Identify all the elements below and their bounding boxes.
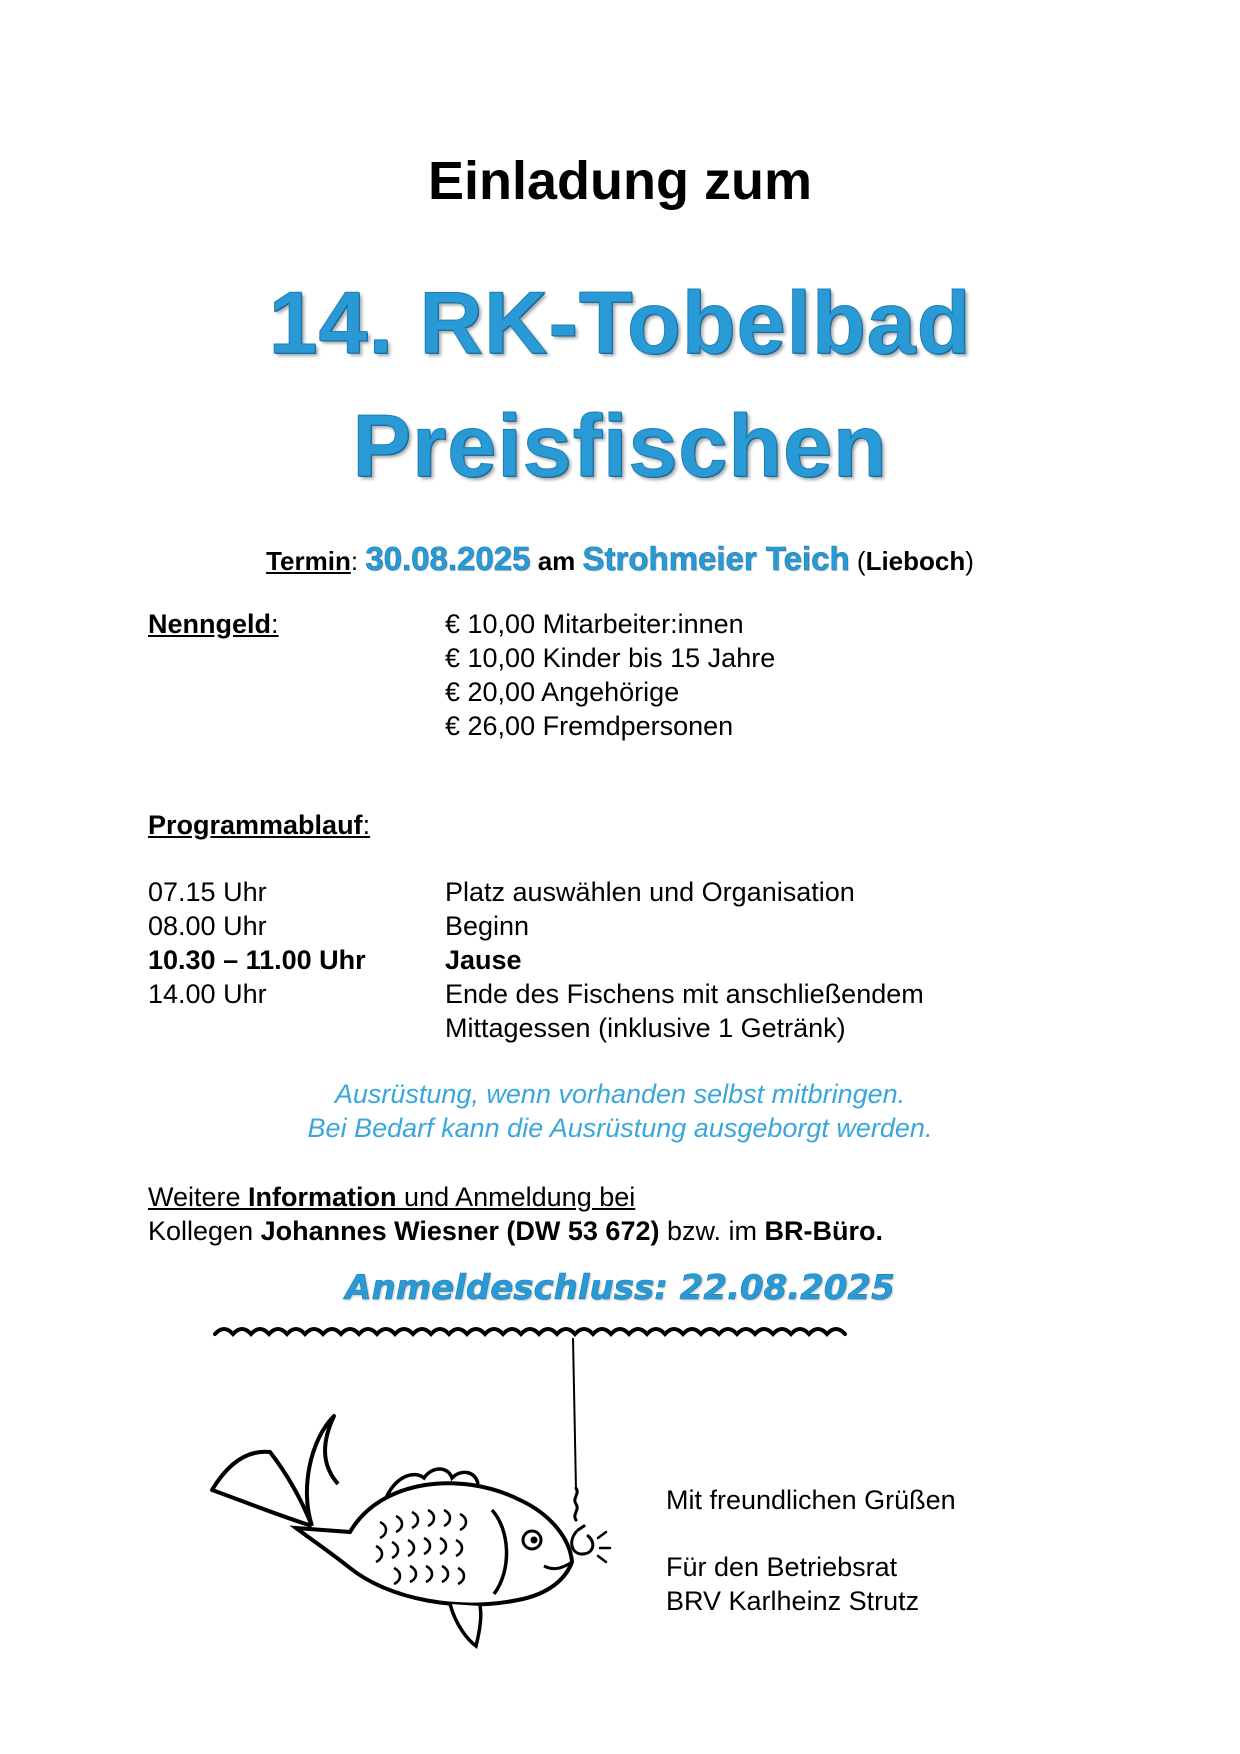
- hook: [572, 1488, 593, 1554]
- intro-heading: Einladung zum: [428, 151, 812, 211]
- termin-place-close: ): [965, 546, 974, 576]
- termin-label: Termin: [266, 546, 351, 576]
- termin-place: Lieboch: [865, 546, 966, 576]
- water-wave: [215, 1329, 845, 1334]
- schedule-desc: Beginn: [445, 911, 530, 941]
- equipment-note-line2: Bei Bedarf kann die Ausrüstung ausgeborgt werden.: [307, 1113, 933, 1143]
- fish-tail: [212, 1416, 338, 1526]
- fee-item: € 20,00 Angehörige: [445, 677, 680, 707]
- schedule-desc: Ende des Fischens mit anschließendem: [445, 979, 924, 1009]
- info-block: [148, 1180, 883, 1248]
- event-title-line2: Preisfischen: [352, 396, 888, 495]
- programm-descriptions: [445, 875, 924, 1045]
- fee-item: € 26,00 Fremdpersonen: [445, 711, 734, 741]
- termin-colon: :: [350, 546, 359, 576]
- closing-signature: [666, 1550, 919, 1618]
- event-title-line1: 14. RK-Tobelbad: [268, 273, 972, 372]
- programm-times: [148, 875, 366, 1011]
- info-line2: Kollegen Johannes Wiesner (DW 53 672) bzw. im BR-Büro.: [148, 1216, 883, 1246]
- schedule-desc: Platz auswählen und Organisation: [445, 877, 855, 907]
- termin-location: Strohmeier Teich: [582, 540, 850, 577]
- schedule-desc: Mittagessen (inklusive 1 Getränk): [445, 1013, 846, 1043]
- fish-pupil: [531, 1537, 538, 1544]
- schedule-desc: Jause: [445, 945, 522, 975]
- nenngeld-list: [445, 607, 775, 743]
- termin-date: 30.08.2025: [365, 540, 531, 577]
- programm-label: Programmablauf:: [148, 810, 371, 840]
- registration-deadline: Anmeldeschluss: 22.08.2025: [345, 1268, 895, 1308]
- termin-am: am: [537, 546, 576, 576]
- fishing-line: [573, 1338, 576, 1490]
- schedule-time: 10.30 – 11.00 Uhr: [148, 945, 366, 975]
- closing-greeting: Mit freundlichen Grüßen: [666, 1485, 956, 1515]
- termin-place-open: (: [856, 546, 866, 576]
- nenngeld-label: Nenngeld:: [148, 609, 279, 639]
- closing-line1: Für den Betriebsrat: [666, 1552, 898, 1582]
- equipment-note: [0, 1077, 1240, 1145]
- fee-item: € 10,00 Mitarbeiter:innen: [445, 609, 744, 639]
- schedule-time: 14.00 Uhr: [148, 979, 267, 1009]
- fish-belly-fin: [450, 1604, 481, 1646]
- schedule-time: 07.15 Uhr: [148, 877, 267, 907]
- schedule-time: 08.00 Uhr: [148, 911, 267, 941]
- closing-line2: BRV Karlheinz Strutz: [666, 1586, 920, 1616]
- equipment-note-line1: Ausrüstung, wenn vorhanden selbst mitbringen.: [334, 1079, 906, 1109]
- fee-item: € 10,00 Kinder bis 15 Jahre: [445, 643, 776, 673]
- termin-line: [0, 540, 1240, 578]
- hook-sparks: [598, 1532, 610, 1562]
- info-line1: Weitere Information und Anmeldung bei: [148, 1182, 636, 1212]
